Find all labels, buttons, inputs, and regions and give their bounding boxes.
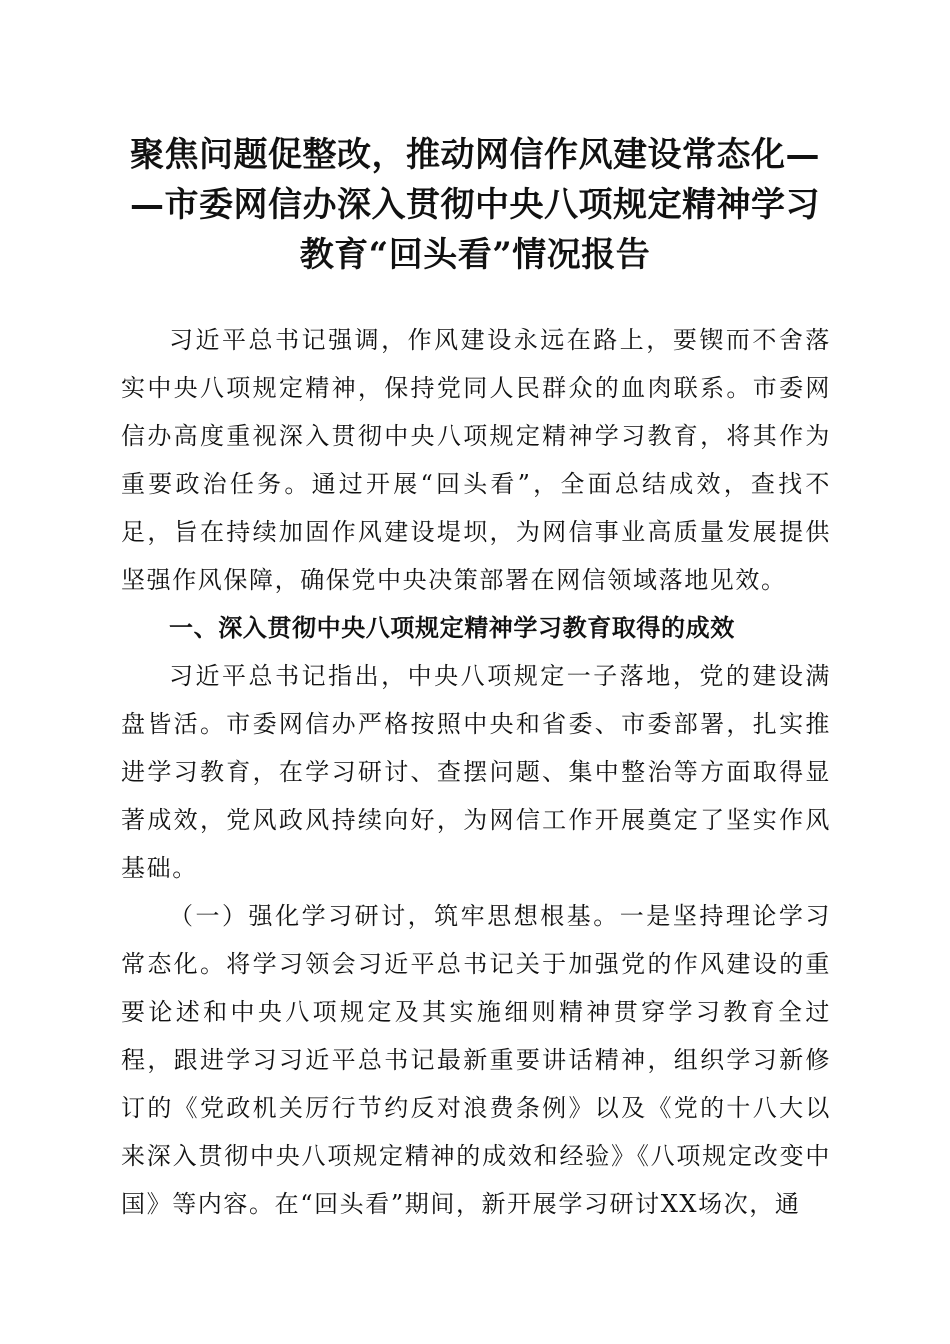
subsection-paragraph [121,892,831,1228]
intro-paragraph: 习近平总书记强调，作风建设永远在路上，要锲而不舍落实中央八项规定精神，保持党同人民群众的血肉联系。市委网信办高度重视深入贯彻中央八项规定精神学习教育，将其作为重要政治任务。通过开展“回头看”，全面总结成效，查找不足，旨在持续加固作风建设堤坝，为网信事业高质量发展提供坚强作风保障，确保党中央决策部署在网信领域落地见效。 [121,326,831,594]
section-heading: 一、深入贯彻中央八项规定精神学习教育取得的成效 [169,614,735,642]
title-line-1: 聚焦问题促整改，推动网信作风建设常态化— [130,135,820,175]
section-paragraph: 习近平总书记指出，中央八项规定一子落地，党的建设满盘皆活。市委网信办严格按照中央和省委、市委部署，扎实推进学习教育，在学习研讨、查摆问题、集中整治等方面取得显著成效，党风政风持续向好，为网信工作开展奠定了坚实作风基础。 [121,662,831,882]
subsection-text: 一是坚持理论学习常态化。将学习领会习近平总书记关于加强党的作风建设的重要论述和中央八项规定及其实施细则精神贯穿学习教育全过程，跟进学习习近平总书记最新重要讲话精神，组织学习新修订的《党政机关厉行节约反对浪费条例》以及《党的十八大以来深入贯彻中央八项规定精神的成效和经验》《八项规定改变中国》等内容。在“回头看”期间，新开展学习研讨XX场次，通 [121,902,831,1218]
subsection-lead: （一）强化学习研讨，筑牢思想根基。 [169,902,620,930]
title-line-2: —市委网信办深入贯彻中央八项规定精神学习 [130,185,820,225]
document-body [121,316,831,1228]
title-line-3: 教育“回头看”情况报告 [299,235,651,275]
document-title [110,130,840,280]
